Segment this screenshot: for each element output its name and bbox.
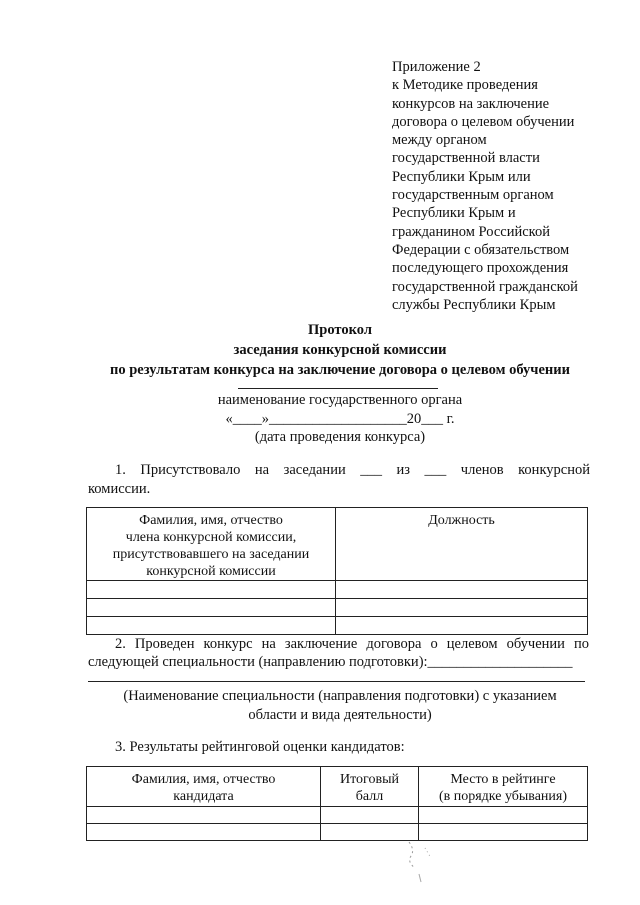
header-line: кандидата [173,789,234,804]
table-header-cell [336,508,588,581]
table-cell[interactable] [419,807,588,824]
table-cell[interactable] [87,824,321,841]
appendix-line: государственной власти [392,150,540,167]
document-subtitle-2: по результатам конкурса на заключение договора о целевом обучении [110,362,570,378]
header-line: присутствовавшего на заседании [112,547,310,562]
header-line: (в порядке убывания) [438,789,568,804]
table-cell[interactable] [336,617,588,635]
appendix-line: Приложение 2 [392,59,481,75]
table-row [87,599,588,617]
appendix-line: государственным органом [392,187,554,204]
header-line: конкурсной комиссии [146,564,276,579]
appendix-line: службы Республики Крым [392,296,556,313]
specialty-caption-2: области и вида деятельности) [248,707,432,723]
table-row [87,581,588,599]
table-cell[interactable] [336,581,588,599]
table-cell[interactable] [321,807,419,824]
table-header-row [87,767,588,807]
section-1-text-cont: комиссии. [88,481,151,497]
table-header-cell [419,767,588,807]
section-2-text-cont: следующей специальности (направлению подготовки):____________________ [88,654,573,670]
table-header-cell [87,508,336,581]
appendix-reference [392,58,632,314]
table-header-row [87,508,588,581]
section-1-text: 1. Присутствовало на заседании ___ из ___ членов конкурсной [115,462,590,478]
organ-name-blank [238,388,438,389]
appendix-line: государственной гражданской [392,278,578,295]
rating-results-table [86,766,588,841]
table-cell[interactable] [87,581,336,599]
document-title: Протокол [308,322,372,338]
document-subtitle: заседания конкурсной комиссии [233,342,447,358]
appendix-line: между органом [392,132,487,149]
date-caption: (дата проведения конкурса) [254,429,426,445]
table-row [87,807,588,824]
appendix-line: Федерации с обязательством [392,241,570,258]
appendix-line: Республики Крым или [392,168,531,185]
appendix-line: гражданином Российской [392,223,550,240]
header-line: Должность [428,513,495,528]
header-line: Фамилия, имя, отчество [131,772,276,787]
header-line: Место в рейтинге [450,772,556,787]
scan-artifact-icon [395,838,445,888]
date-line: «____»___________________20___ г. [225,411,455,427]
appendix-line: договора о целевом обучении [392,113,575,130]
organ-name-caption: наименование государственного органа [217,392,463,408]
header-line: Итоговый [340,772,399,787]
section-3-text: 3. Результаты рейтинговой оценки кандидатов: [115,739,405,755]
table-row [87,824,588,841]
table-cell[interactable] [87,807,321,824]
table-cell[interactable] [87,599,336,617]
table-cell[interactable] [87,617,336,635]
header-line: Фамилия, имя, отчество [139,513,283,528]
appendix-line: к Методике проведения [392,77,538,94]
appendix-line: конкурсов на заключение [392,95,550,112]
table-header-cell [87,767,321,807]
table-header-cell [321,767,419,807]
table-row [87,617,588,635]
appendix-line: Республики Крым и [392,205,516,222]
section-2-text: 2. Проведен конкурс на заключение договора о целевом обучении по [115,636,589,652]
table-cell[interactable] [336,599,588,617]
specialty-blank [88,681,585,682]
commission-members-table [86,507,588,635]
header-line: члена конкурсной комиссии, [125,530,297,545]
specialty-caption: (Наименование специальности (направления подготовки) с указанием [123,688,557,704]
appendix-line: последующего прохождения [392,260,569,277]
header-line: балл [355,789,384,804]
